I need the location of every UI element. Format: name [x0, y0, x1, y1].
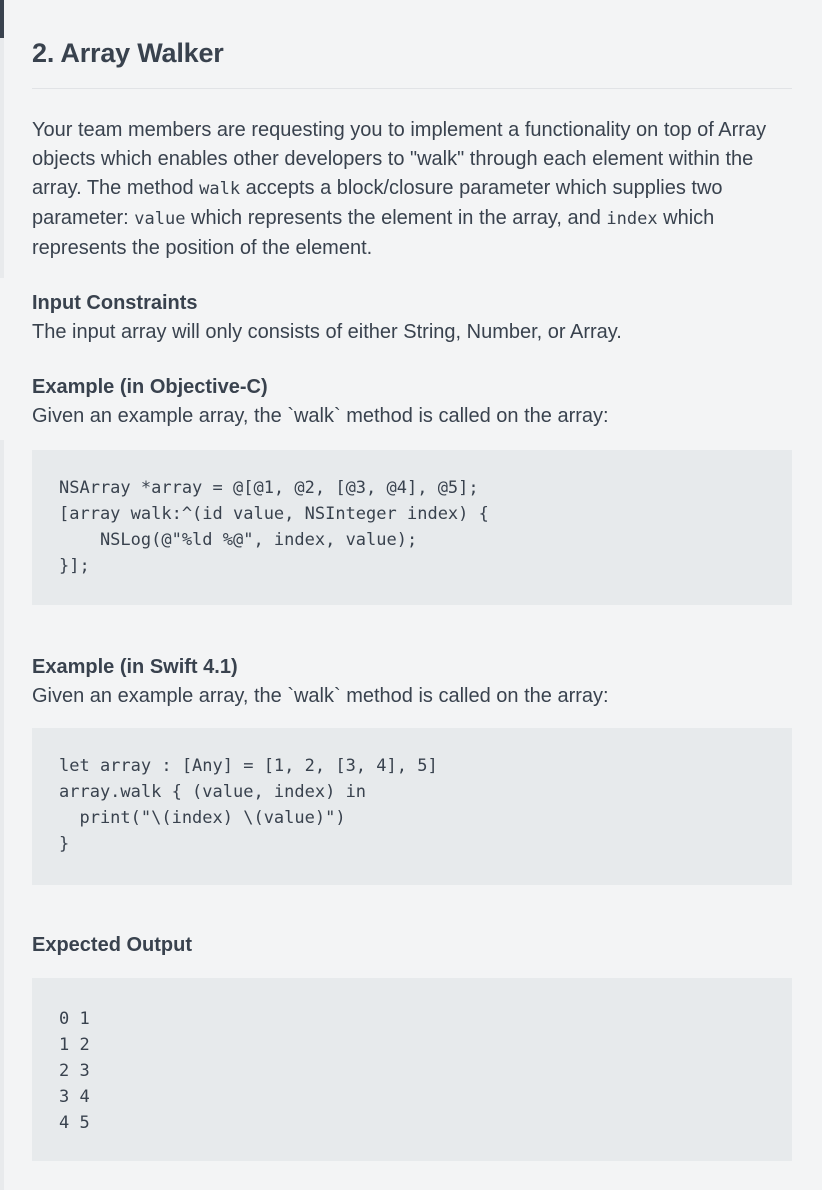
objc-code-block: [32, 450, 792, 605]
left-edge-segment: [0, 440, 4, 1190]
swift-example-text: Given an example array, the `walk` method is called on the array:: [32, 685, 609, 707]
code-line: array.walk { (value, index) in: [59, 782, 367, 802]
code-line: NSLog(@"%ld %@", index, value);: [59, 530, 418, 550]
description-text: which represents the position of the element.: [32, 207, 715, 259]
swift-code-block: [32, 728, 792, 885]
description-text: which represents the element in the array, and: [185, 207, 607, 229]
inline-code-index: index: [606, 209, 658, 229]
left-edge-segment: [0, 38, 4, 278]
code-line: }: [59, 834, 70, 854]
inline-code-value: value: [134, 209, 186, 229]
description-text: Your team members are requesting you to implement a functionality on top of Array objects which enables other developers to "walk" through each element within the array. The method: [32, 119, 767, 199]
problem-description: [32, 116, 792, 263]
code-line: NSArray *array = @[@1, @2, [@3, @4], @5];: [59, 478, 479, 498]
swift-example-heading: Example (in Swift 4.1): [32, 656, 238, 678]
code-line: }];: [59, 556, 90, 576]
expected-output-heading: Expected Output: [32, 934, 193, 956]
output-line: 1 2: [59, 1035, 90, 1055]
code-line: let array : [Any] = [1, 2, [3, 4], 5]: [59, 756, 438, 776]
problem-title: 2. Array Walker: [32, 38, 224, 68]
code-line: print("\(index) \(value)"): [59, 808, 346, 828]
expected-output-block: [32, 978, 792, 1161]
constraints-heading: Input Constraints: [32, 292, 198, 314]
left-edge: [0, 0, 4, 1190]
output-line: 4 5: [59, 1113, 90, 1133]
objc-example-heading: Example (in Objective-C): [32, 376, 268, 398]
objc-example-text: Given an example array, the `walk` method is called on the array:: [32, 405, 609, 427]
code-line: [array walk:^(id value, NSInteger index) {: [59, 504, 489, 524]
output-line: 2 3: [59, 1061, 90, 1081]
output-line: 3 4: [59, 1087, 90, 1107]
output-line: 0 1: [59, 1009, 90, 1029]
title-divider: [32, 88, 792, 89]
constraints-text: The input array will only consists of either String, Number, or Array.: [32, 321, 622, 343]
inline-code-walk: walk: [199, 179, 241, 199]
description-text: accepts a block/closure parameter which supplies two parameter:: [32, 177, 723, 229]
